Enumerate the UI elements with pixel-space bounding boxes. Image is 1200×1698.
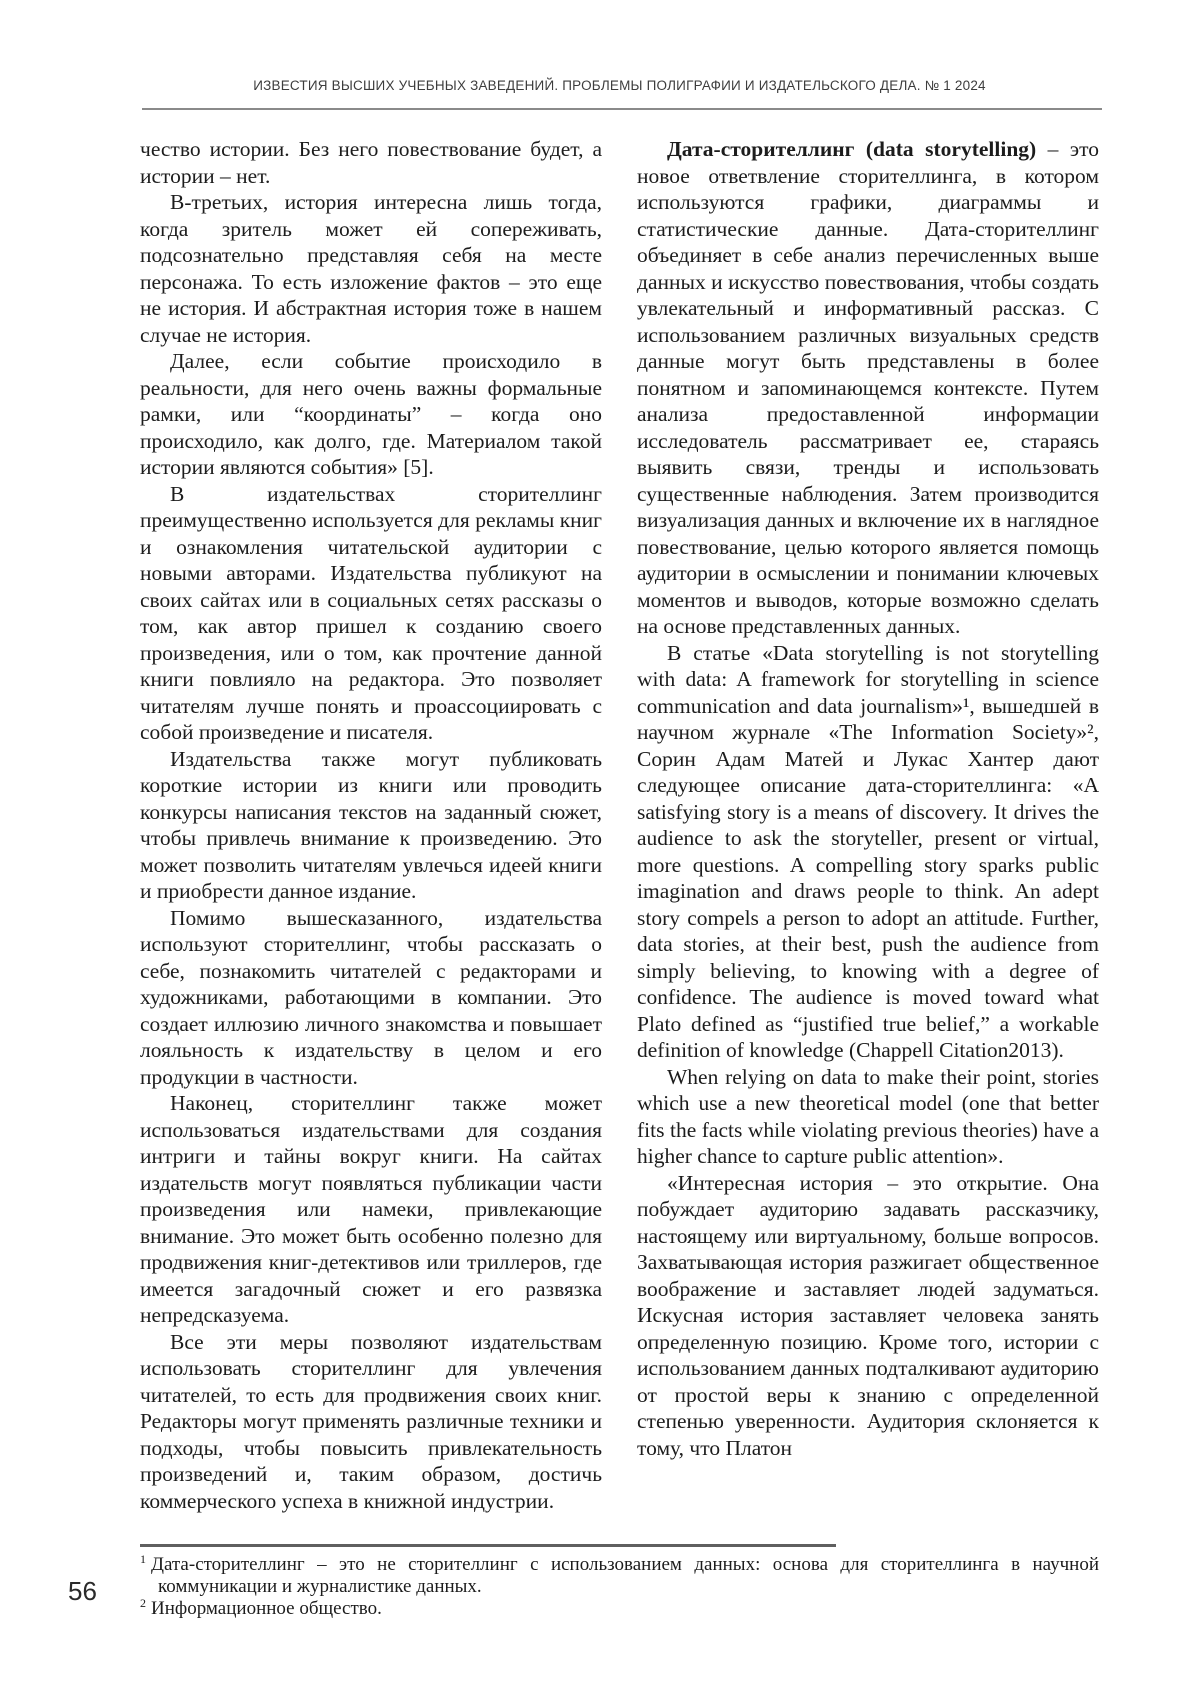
- paragraph: чество истории. Без него повествование будет, а истории – нет.: [140, 137, 602, 188]
- header-rule: [142, 108, 1102, 110]
- footnote: [140, 1595, 1099, 1620]
- text-column-right: [637, 136, 1099, 1514]
- footnote-text: Информационное общество.: [151, 1598, 382, 1619]
- page-number: 56: [68, 1576, 97, 1606]
- footnote-marker: 1: [140, 1551, 146, 1566]
- paragraph: В статье «Data storytelling is not storytelling with data: A framework for storytelling in science communication and data journalism»¹, вышедшей в научном журнале «The Information Society»², Сорин Адам Матей и Лукас Хантер дают следующее описание дата-сторителлинга: «A satisfying story is a means of discovery. It drives the audience to ask the storyteller, present or virtual, more questions. A compelling story sparks public imagination and draws people to think. An adept story compels a person to adopt an attitude. Further, data stories, at their best, push the audience from simply believing, to knowing with a degree of confidence. The audience is moved toward what Plato defined as “justified true belief,” a workable definition of knowledge (Chappell Citation2013).: [637, 640, 1099, 1062]
- footnote-text: Дата-сторителлинг – это не сторителлинг с использованием данных: основа для сторителлинга в научной коммуникации и журналистике данных.: [151, 1554, 1099, 1597]
- paragraph: Помимо вышесказанного, издательства используют сторителлинг, чтобы рассказать о себе, познакомить читателей с редакторами и художниками, работающими в компании. Это создает иллюзию личного знакомства и повышает лояльность к издательству в целом и его продукции в частности.: [140, 905, 602, 1089]
- paragraph: Далее, если событие происходило в реальности, для него очень важны формальные рамки, или “координаты” – когда оно происходило, как долго, где. Материалом такой истории являются события» [5].: [140, 349, 602, 479]
- paragraph-bold-lead: Дата-сторителлинг (data storytelling): [667, 137, 1037, 161]
- footnote-rule: [140, 1544, 836, 1547]
- paragraph: Дата-сторителлинг (data storytelling) – это новое ответвление сторителлинга, в котором используются графики, диаграммы и статистические данные. Дата-сторителлинг объединяет в себе анализ перечисленных выше данных и искусство повествования, чтобы создать увлекательный и информативный рассказ. С использованием различных визуальных средств данные могут быть представлены в более понятном и запоминающемся контексте. Путем анализа предоставленной информации исследователь рассматривает ее, стараясь выявить связи, тренды и использовать существенные наблюдения. Затем производится визуализация данных и включение их в наглядное повествование, целью которого является помощь аудитории в осмыслении и понимании ключевых моментов и выводов, которые возможно сделать на основе представленных данных.: [637, 137, 1099, 638]
- paragraph: When relying on data to make their point, stories which use a new theoretical model (one that better fits the facts while violating previous theories) have a higher chance to capture public attention».: [637, 1064, 1099, 1168]
- footnote-marker: 2: [140, 1595, 146, 1610]
- paragraph: Наконец, сторителлинг также может использоваться издательствами для создания интриги и тайны вокруг книги. На сайтах издательств могут появляться публикации части произведения или намеки, привлекающие внимание. Это может быть особенно полезно для продвижения книг-детективов или триллеров, где имеется загадочный сюжет и его развязка непредсказуема.: [140, 1091, 602, 1327]
- paragraph: В-третьих, история интересна лишь тогда, когда зритель может ей сопереживать, подсознательно представляя себя на месте персонажа. То есть изложение фактов – это еще не история. И абстрактная история тоже в нашем случае не история.: [140, 190, 602, 347]
- article-body: [140, 136, 1099, 1514]
- paragraph: Издательства также могут публиковать короткие истории из книги или проводить конкурсы написания текстов на заданный сюжет, чтобы привлечь внимание к произведению. Это может позволить читателям увлечься идеей книги и приобрести данное издание.: [140, 746, 602, 903]
- text-column-left: [140, 136, 602, 1514]
- running-head: ИЗВЕСТИЯ ВЫСШИХ УЧЕБНЫХ ЗАВЕДЕНИЙ. ПРОБЛЕМЫ ПОЛИГРАФИИ И ИЗДАТЕЛЬСКОГО ДЕЛА. № 1 2024: [253, 78, 986, 93]
- paragraph: В издательствах сторителлинг преимущественно используется для рекламы книг и ознакомления читательской аудитории с новыми авторами. Издательства публикуют на своих сайтах или в социальных сетях рассказы о том, как автор пришел к созданию своего произведения, или о том, как прочтение данной книги повлияло на редактора. Это позволяет читателям лучше понять и проассоциировать с собой произведение и писателя.: [140, 481, 602, 744]
- paragraph: Все эти меры позволяют издательствам использовать сторителлинг для увлечения читателей, то есть для продвижения своих книг. Редакторы могут применять различные техники и подходы, чтобы повысить привлекательность произведений и, таким образом, достичь коммерческого успеха в книжной индустрии.: [140, 1329, 602, 1513]
- footnote: [140, 1551, 1099, 1598]
- paragraph: «Интересная история – это открытие. Она побуждает аудиторию задавать рассказчику, настоящему или виртуальному, больше вопросов. Захватывающая история разжигает общественное воображение и заставляет людей задуматься. Искусная история заставляет человека занять определенную позицию. Кроме того, истории с использованием данных подталкивают аудиторию от простой веры к знанию с определенной степенью уверенности. Аудитория склоняется к тому, что Платон: [637, 1170, 1099, 1460]
- footnotes: [140, 1551, 1099, 1620]
